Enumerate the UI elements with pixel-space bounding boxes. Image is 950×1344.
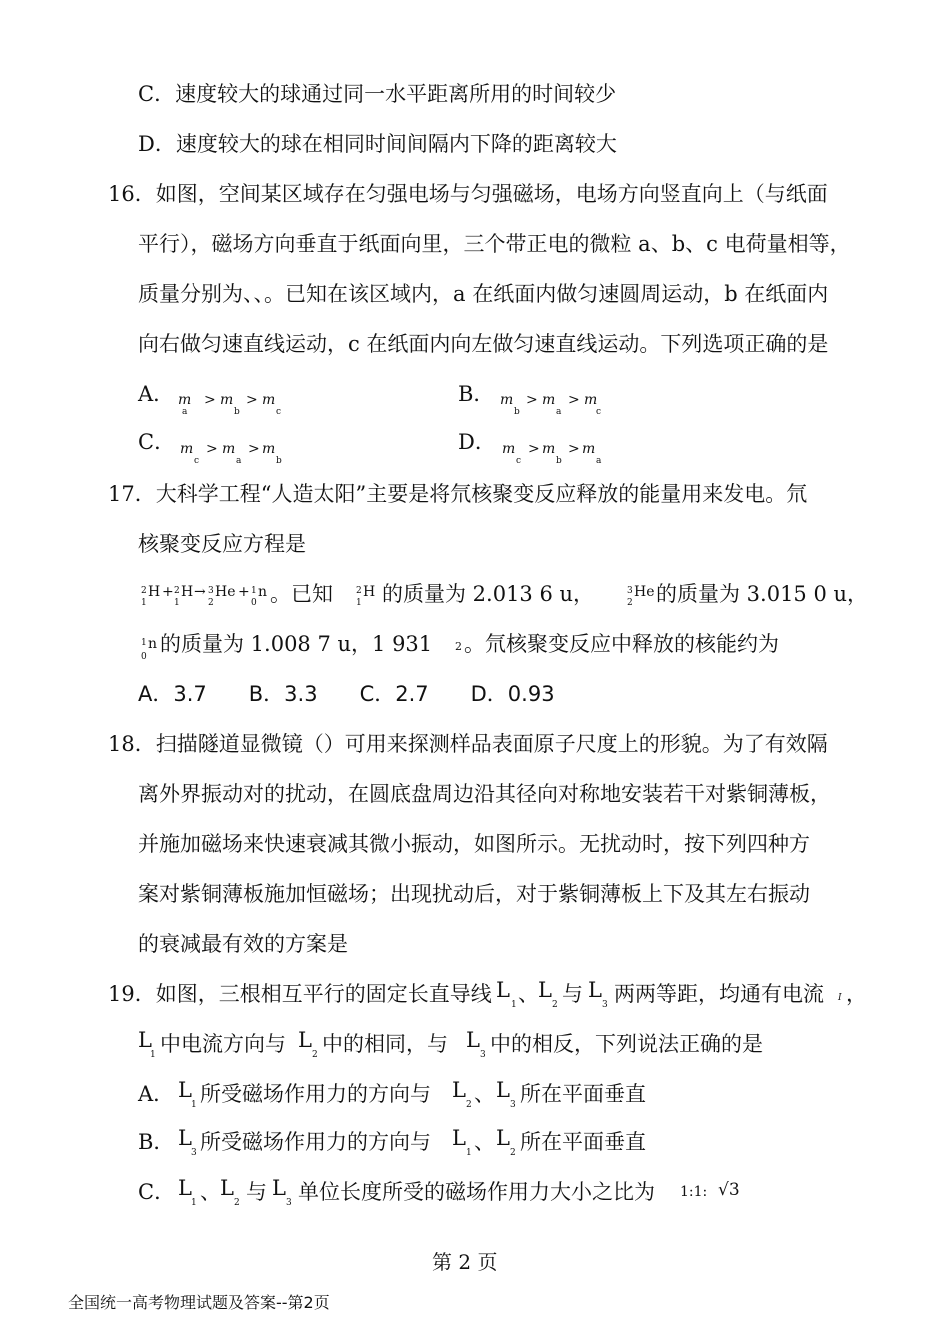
q16-option-a-label: A． — [138, 382, 175, 406]
q18-line-3: 并施加磁场来快速衰减其微小振动，如图所示。无扰动时，按下列四种方 — [138, 832, 810, 856]
q15-option-d: D．速度较大的球在相同时间间隔内下降的距离较大 — [138, 132, 617, 156]
q17-line-1: 17．大科学工程“人造太阳”主要是将氘核聚变反应释放的能量用来发电。氘 — [108, 482, 808, 506]
q17-line-2: 核聚变反应方程是 — [138, 532, 306, 556]
q18-line-1: 18．扫描隧道显微镜（）可用来探测样品表面原子尺度上的形貌。为了有效隔 — [108, 732, 828, 756]
q16-line-2: 平行），磁场方向垂直于纸面向里，三个带正电的微粒 a、b、c 电荷量相等， — [138, 232, 851, 256]
q18-line-5: 的衰减最有效的方案是 — [138, 932, 348, 956]
page-number: 第 2 页 — [432, 1250, 498, 1274]
q16-line-3: 质量分别为、、。已知在该区域内，a 在纸面内做匀速圆周运动，b 在纸面内 — [138, 282, 829, 306]
q16-option-d-label: D． — [458, 430, 496, 454]
q18-line-2: 离外界振动对的扰动，在圆底盘周边沿其径向对称地安装若干对紫铜薄板， — [138, 782, 831, 806]
q18-line-4: 案对紫铜薄板施加恒磁场；出现扰动后，对于紫铜薄板上下及其左右振动 — [138, 882, 810, 906]
q16-line-1: 16．如图，空间某区域存在匀强电场与匀强磁场，电场方向竖直向上（与纸面 — [108, 182, 828, 206]
q17-options: A．3.7 B．3.3 C．2.7 D．0.93 — [138, 682, 555, 706]
q16-line-4: 向右做匀速直线运动，c 在纸面内向左做匀速直线运动。下列选项正确的是 — [138, 332, 829, 356]
q16-option-c-label: C． — [138, 430, 176, 454]
q16-option-b-label: B． — [458, 382, 495, 406]
q15-option-c: C．速度较大的球通过同一水平距离所用的时间较少 — [138, 82, 617, 106]
document-footer: 全国统一高考物理试题及答案--第2页 — [68, 1293, 330, 1312]
